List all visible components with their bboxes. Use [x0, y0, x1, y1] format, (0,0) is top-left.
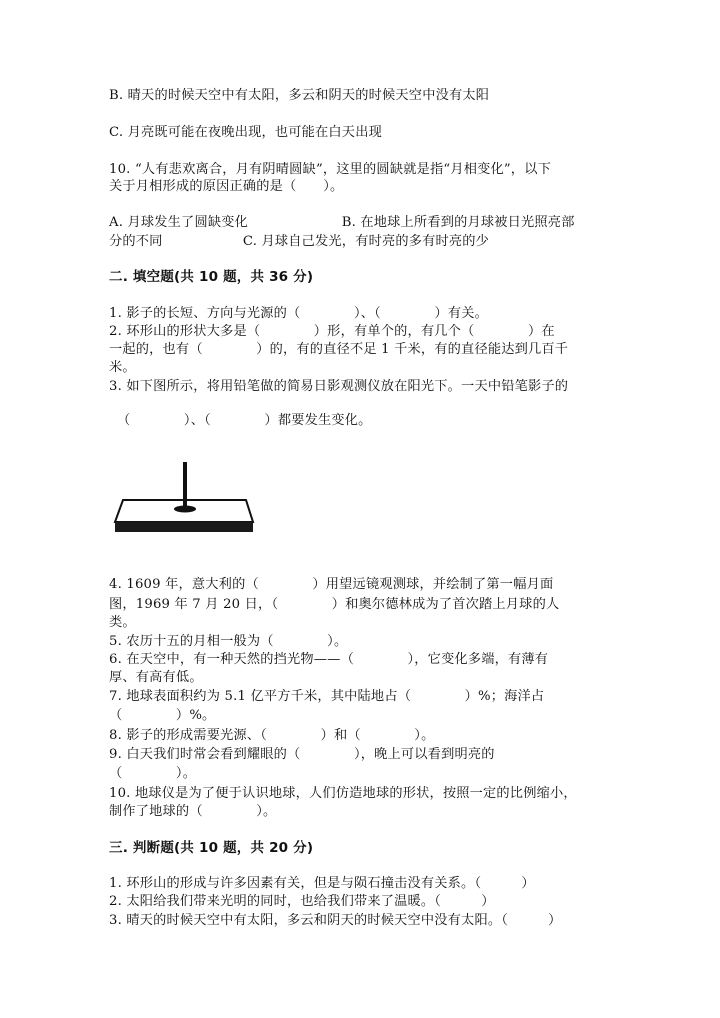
fill-question-4-line-3: 类。 [109, 615, 136, 630]
fill-question-8: 8. 影子的形成需要光源、（ ）和（ ）。 [109, 728, 435, 743]
fill-question-2-line-2: 一起的，也有（ ）的，有的直径不足 1 千米，有的直径能达到几百千 [109, 342, 569, 357]
judge-question-3: 3. 晴天的时候天空中有太阳，多云和阴天的时候天空中没有太阳。（ ） [109, 913, 562, 928]
shadow-observer-figure [113, 458, 261, 536]
fill-question-7-line-1: 7. 地球表面积约为 5.1 亿平方千米，其中陆地占（ ）%；海洋占 [109, 689, 545, 704]
fill-question-4-line-2: 图，1969 年 7 月 20 日，（ ）和奥尔德林成为了首次踏上月球的人 [109, 597, 560, 612]
fill-question-9-line-1: 9. 白天我们时常会看到耀眼的（ ），晚上可以看到明亮的 [109, 747, 495, 762]
fill-question-6-line-2: 厚、有高有低。 [109, 670, 203, 685]
choice-option-b: B. 晴天的时候天空中有太阳，多云和阴天的时候天空中没有太阳 [109, 88, 490, 103]
fill-question-1: 1. 影子的长短、方向与光源的（ ）、（ ）有关。 [109, 306, 489, 321]
fill-question-10-line-2: 制作了地球的（ ）。 [109, 804, 277, 819]
fill-question-2-line-1: 2. 环形山的形状大多是（ ）形，有单个的，有几个（ ）在 [109, 324, 555, 339]
question-10-line-1: 10. “人有悲欢离合，月有阴晴圆缺”，这里的圆缺就是指“月相变化”，以下 [109, 162, 551, 177]
fill-question-6-line-1: 6. 在天空中，有一种天然的挡光物——（ ），它变化多端，有薄有 [109, 652, 549, 667]
fill-question-3-line-1: 3. 如下图所示，将用铅笔做的简易日影观测仪放在阳光下。一天中铅笔影子的 [109, 379, 569, 394]
fill-question-4-line-1: 4. 1609 年，意大利的（ ）用望远镜观测球，并绘制了第一幅月面 [109, 577, 554, 592]
question-10-line-2: 关于月相形成的原因正确的是（ ）。 [109, 179, 344, 194]
fill-question-3-line-2: （ ）、（ ）都要发生变化。 [117, 413, 372, 428]
question-10-options-line-1: A. 月球发生了圆缺变化 B. 在地球上所看到的月球被日光照亮部 [109, 215, 575, 230]
fill-question-2-line-3: 米。 [109, 360, 136, 375]
choice-option-c: C. 月亮既可能在夜晚出现，也可能在白天出现 [109, 125, 382, 140]
fill-question-7-line-2: （ ）%。 [109, 708, 216, 723]
judge-question-1: 1. 环形山的形成与许多因素有关，但是与陨石撞击没有关系。（ ） [109, 876, 535, 891]
fill-question-9-line-2: （ ）。 [109, 766, 197, 781]
judge-question-2: 2. 太阳给我们带来光明的同时，也给我们带来了温暖。（ ） [109, 894, 495, 909]
question-10-options-line-2: 分的不同 C. 月球自己发光，有时亮的多有时亮的少 [109, 234, 490, 249]
fill-question-10-line-1: 10. 地球仪是为了便于认识地球，人们仿造地球的形状，按照一定的比例缩小， [109, 786, 577, 801]
section-3-title: 三. 判断题(共 10 题，共 20 分) [109, 840, 314, 856]
section-2-title: 二. 填空题(共 10 题，共 36 分) [109, 269, 314, 285]
fill-question-5: 5. 农历十五的月相一般为（ ）。 [109, 634, 348, 649]
